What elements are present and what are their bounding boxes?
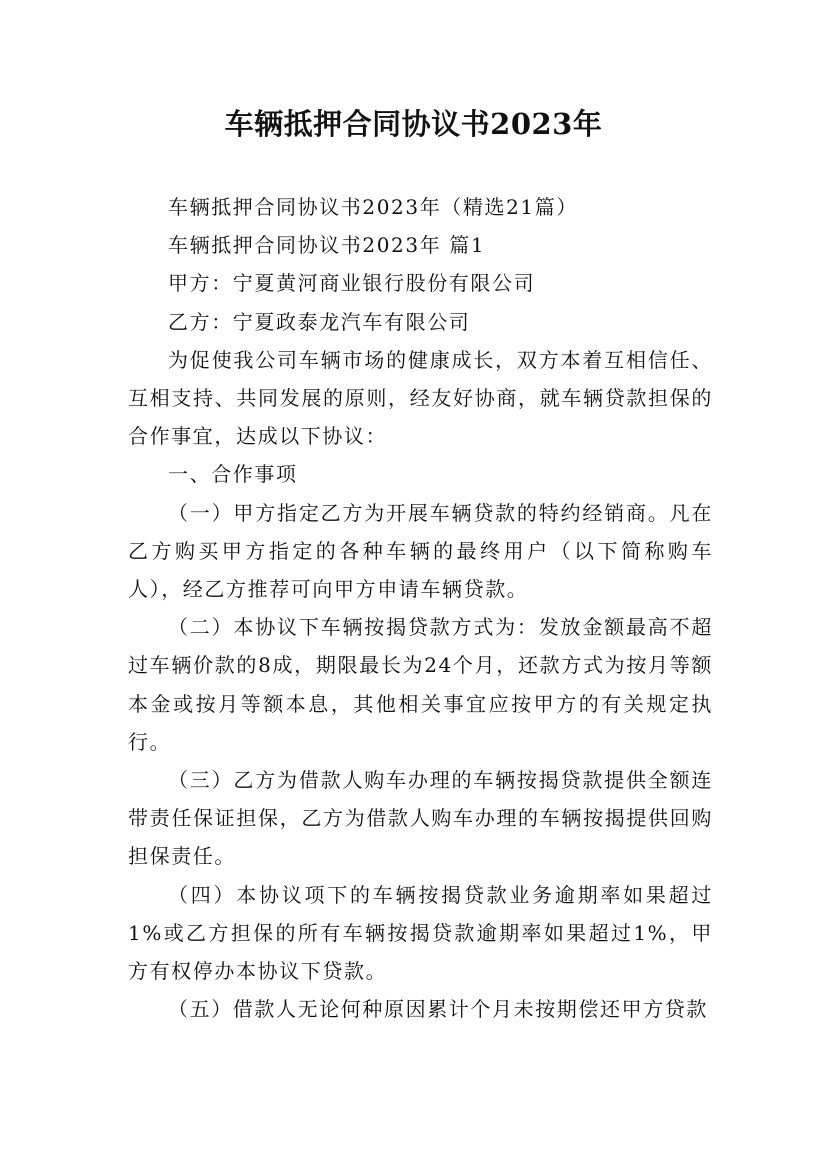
paragraph-party-a: 甲方：宁夏黄河商业银行股份有限公司 [168, 271, 536, 296]
paragraph-clause-4: （四）本协议项下的车辆按揭贷款业务逾期率如果超过1%或乙方担保的所有车辆按揭贷款逾期率如果超过1%，甲方有权停办本协议下贷款。 [128, 882, 713, 984]
paragraph-subtitle: 车辆抵押合同协议书2023年（精选21篇） [168, 195, 578, 219]
paragraph-preamble: 为促使我公司车辆市场的健康成长，双方本着互相信任、互相支持、共同发展的原则，经友好协商，就车辆贷款担保的合作事宜，达成以下协议： [128, 347, 713, 449]
paragraph-clause-5: （五）借款人无论何种原因累计个月未按期偿还甲方贷款 [168, 997, 708, 1022]
paragraph-cooperation-heading: 一、合作事项 [168, 462, 298, 487]
document-body [128, 188, 713, 1028]
paragraph-clause-2: （二）本协议下车辆按揭贷款方式为：发放金额最高不超过车辆价款的8成，期限最长为24个月，还款方式为按月等额本金或按月等额本息，其他相关事宜应按甲方的有关规定执行。 [128, 615, 713, 754]
paragraph-section-heading: 车辆抵押合同协议书2023年 篇1 [168, 233, 486, 258]
document-title: 车辆抵押合同协议书2023年 [224, 107, 603, 141]
paragraph-clause-3: （三）乙方为借款人购车办理的车辆按揭贷款提供全额连带责任保证担保，乙方为借款人购车办理的车辆按揭提供回购担保责任。 [128, 768, 713, 869]
paragraph-party-b: 乙方：宁夏政泰龙汽车有限公司 [168, 309, 471, 334]
paragraph-clause-1: （一）甲方指定乙方为开展车辆贷款的特约经销商。凡在乙方购买甲方指定的各种车辆的最终用户（以下简称购车人），经乙方推荐可向甲方申请车辆贷款。 [128, 500, 713, 602]
